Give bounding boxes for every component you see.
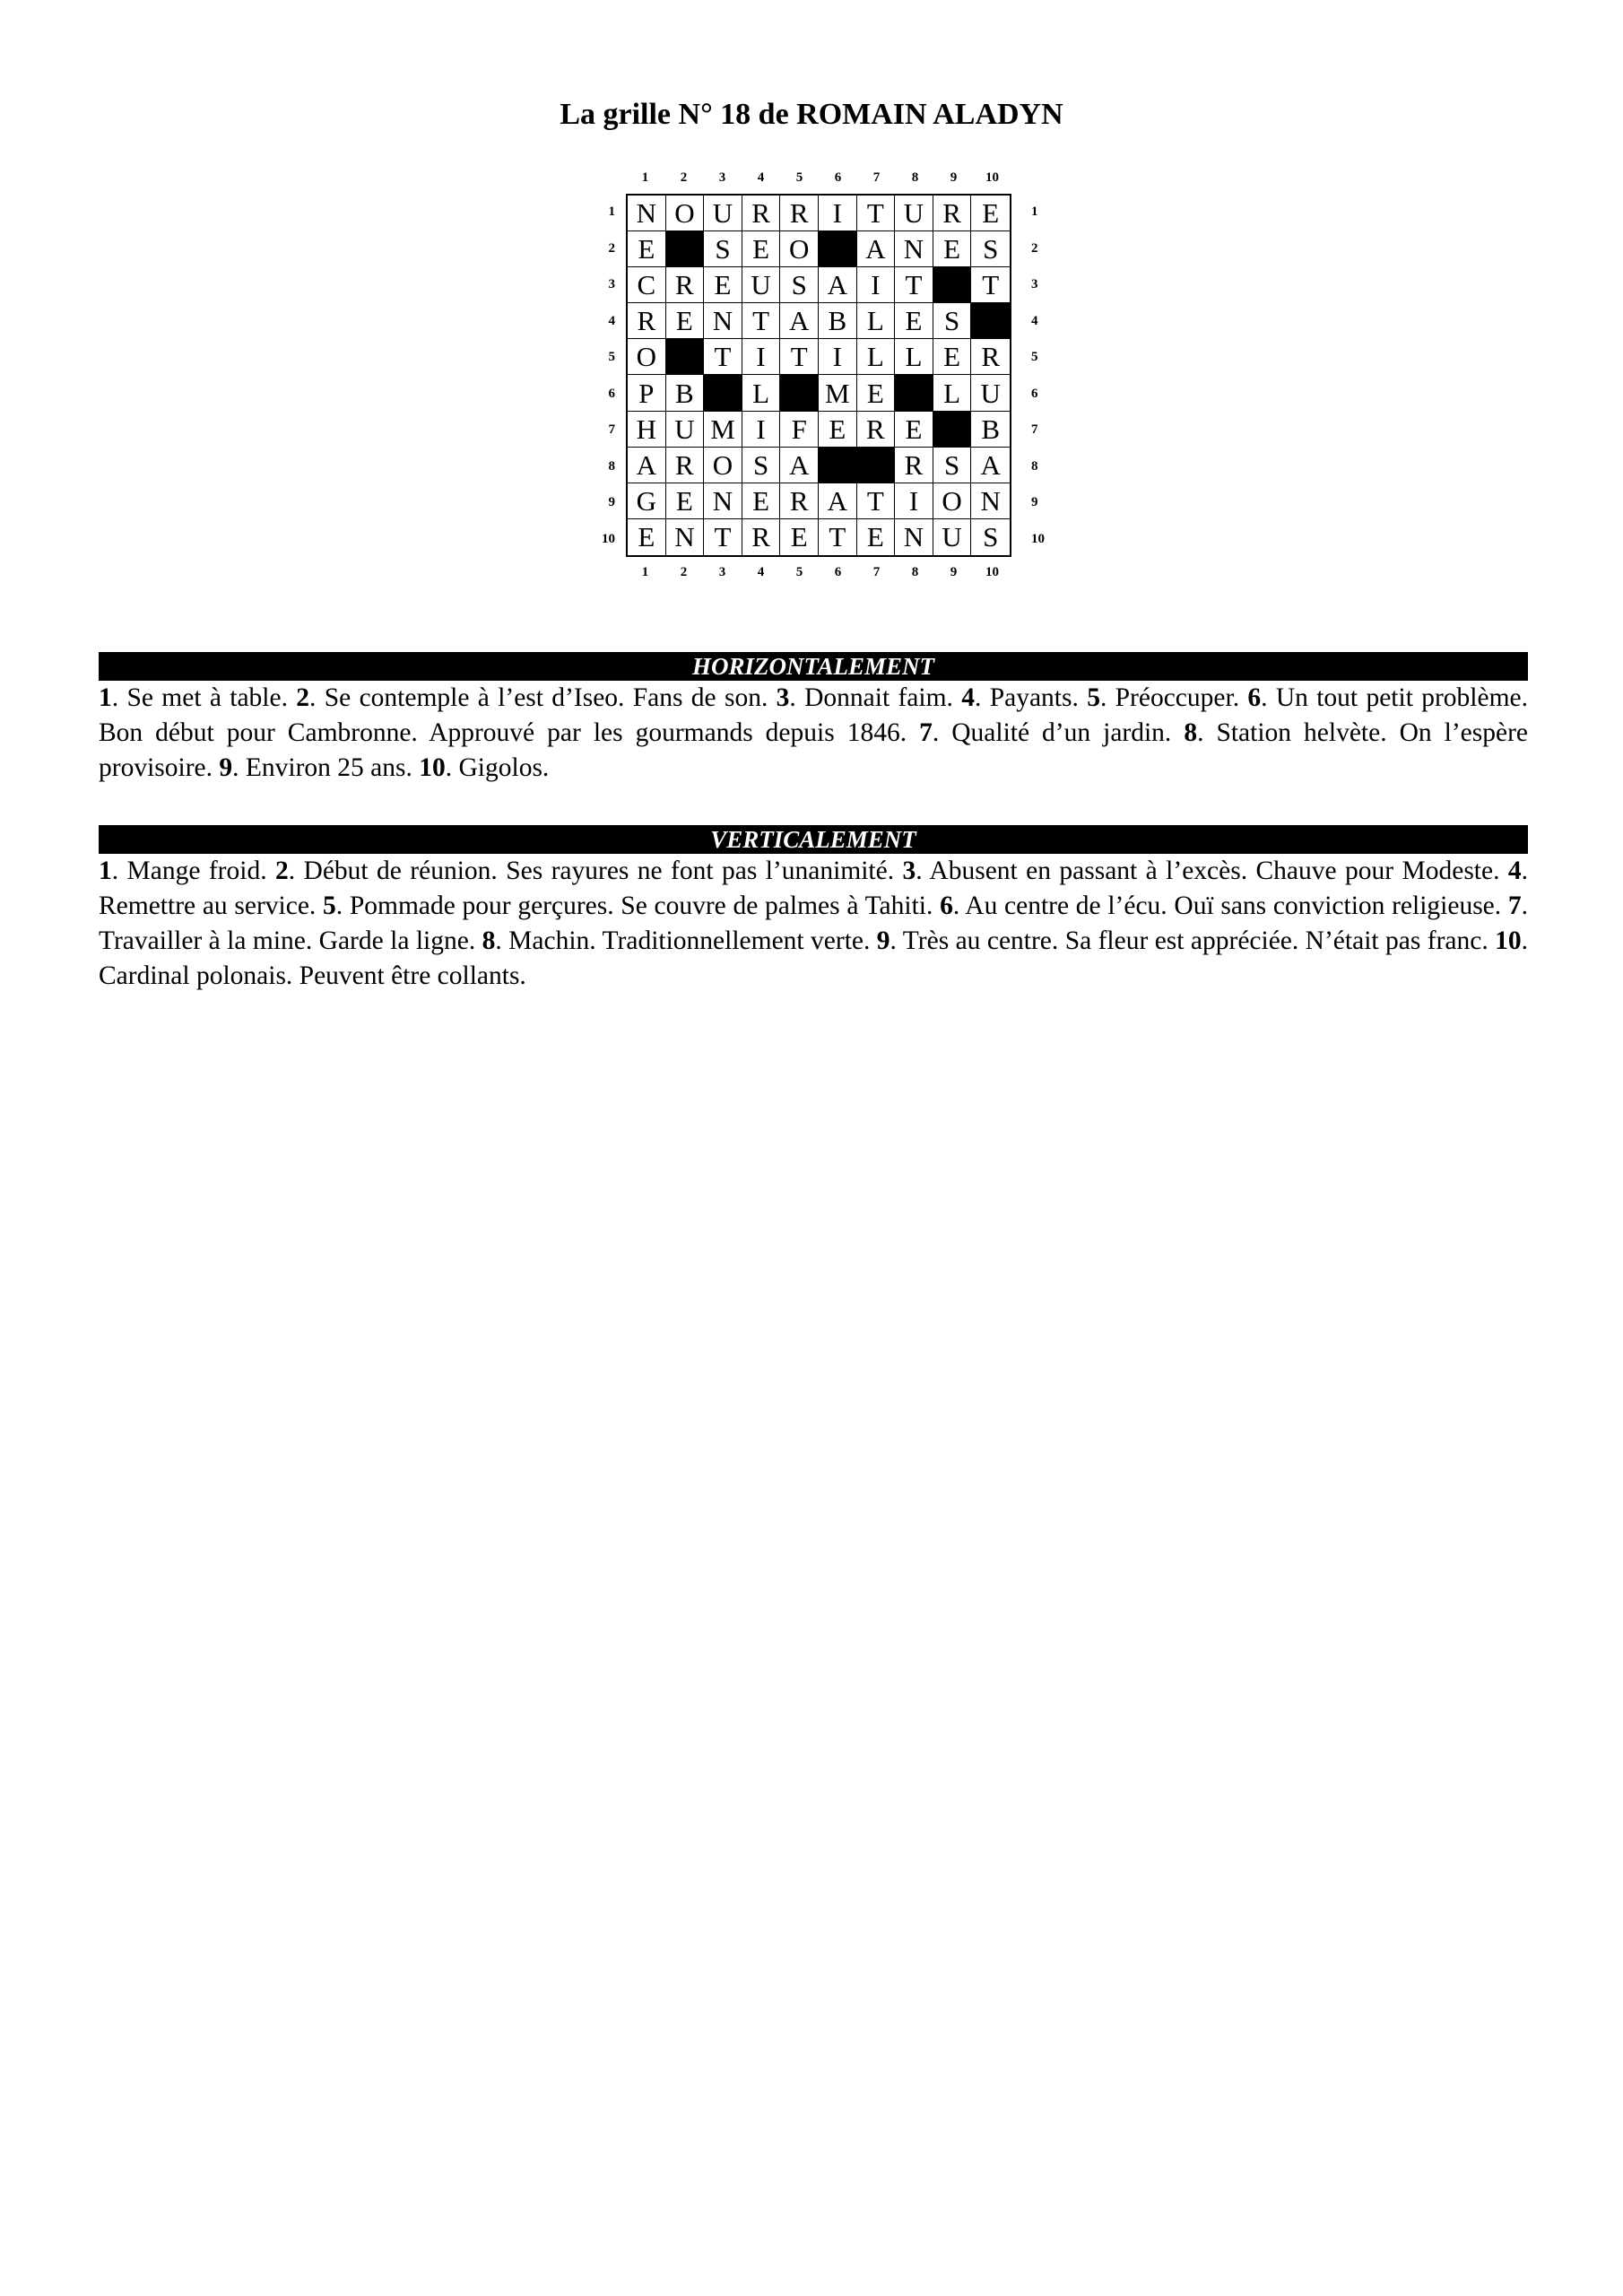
row-number: 1 bbox=[608, 204, 615, 219]
column-number: 7 bbox=[872, 565, 881, 579]
row-number: 6 bbox=[1031, 386, 1038, 401]
letter-cell: A bbox=[628, 448, 666, 483]
row-number: 1 bbox=[1031, 204, 1038, 219]
column-number: 5 bbox=[795, 565, 803, 579]
clue-number: 2 bbox=[275, 857, 289, 885]
clue-text: . Donnait faim. bbox=[789, 683, 962, 712]
vertical-header: VERTICALEMENT bbox=[99, 825, 1528, 854]
clue-text: . Pommade pour gerçures. Se couvre de palmes à Tahiti. bbox=[335, 891, 941, 920]
clue-text: . Station helvète. On l’espère provisoire. bbox=[99, 718, 1529, 782]
clue-text: . Travailler à la mine. Garde la ligne. bbox=[99, 891, 1528, 955]
clue-text: . Se met à table. bbox=[111, 683, 297, 712]
letter-cell: G bbox=[628, 483, 666, 519]
column-number: 8 bbox=[911, 565, 919, 579]
column-number: 2 bbox=[680, 565, 688, 579]
clue-number: 3 bbox=[776, 683, 790, 712]
clue-text: . Environ 25 ans. bbox=[232, 753, 420, 782]
clue-text: . Mange froid. bbox=[111, 857, 275, 885]
row-number: 9 bbox=[608, 495, 615, 509]
letter-cell: I bbox=[895, 483, 933, 519]
clue-text: . Remettre au service. bbox=[99, 857, 1528, 920]
letter-cell: S bbox=[971, 519, 1010, 555]
letter-cell: H bbox=[628, 412, 666, 448]
letter-cell: N bbox=[971, 483, 1010, 519]
horizontal-header: HORIZONTALEMENT bbox=[99, 652, 1528, 681]
letter-cell: U bbox=[971, 375, 1010, 411]
clue-number: 5 bbox=[323, 891, 336, 920]
letter-cell: T bbox=[857, 483, 896, 519]
letter-cell: A bbox=[819, 483, 857, 519]
letter-cell: C bbox=[628, 267, 666, 303]
letter-cell: R bbox=[780, 483, 819, 519]
clue-text: . Gigolos. bbox=[445, 753, 550, 782]
row-numbers-right bbox=[1020, 194, 1056, 557]
clue-number: 3 bbox=[902, 857, 916, 885]
row-number: 10 bbox=[1031, 531, 1045, 546]
letter-cell: E bbox=[628, 519, 666, 555]
clue-number: 5 bbox=[1087, 683, 1100, 712]
clue-text: . Préoccuper. bbox=[1099, 683, 1248, 712]
row-number: 2 bbox=[1031, 240, 1038, 256]
letter-cell: L bbox=[857, 303, 896, 339]
black-cell bbox=[971, 303, 1010, 339]
letter-cell: S bbox=[704, 231, 742, 267]
letter-cell: N bbox=[895, 231, 933, 267]
letter-cell: O bbox=[780, 231, 819, 267]
letter-cell: O bbox=[933, 483, 972, 519]
letter-cell: O bbox=[704, 448, 742, 483]
column-number: 1 bbox=[641, 170, 649, 185]
letter-cell: R bbox=[666, 267, 705, 303]
column-number: 8 bbox=[911, 170, 919, 185]
letter-cell: E bbox=[895, 303, 933, 339]
row-number: 10 bbox=[602, 531, 615, 546]
letter-cell: U bbox=[666, 412, 705, 448]
letter-cell: N bbox=[704, 303, 742, 339]
letter-cell: A bbox=[780, 303, 819, 339]
crossword-area bbox=[590, 167, 1056, 583]
letter-cell: E bbox=[704, 267, 742, 303]
column-number: 3 bbox=[718, 170, 726, 185]
letter-cell: L bbox=[895, 339, 933, 375]
letter-cell: A bbox=[780, 448, 819, 483]
clue-text: . Au centre de l’écu. Ouï sans conviction religieuse. bbox=[952, 891, 1508, 920]
letter-cell: S bbox=[933, 303, 972, 339]
letter-cell: T bbox=[780, 339, 819, 375]
clue-text: . Se contemple à l’est d’Iseo. Fans de son. bbox=[309, 683, 777, 712]
clue-text: . Qualité d’un jardin. bbox=[932, 718, 1185, 747]
clue-number: 1 bbox=[99, 683, 112, 712]
black-cell bbox=[819, 448, 857, 483]
clue-text: . Très au centre. Sa fleur est appréciée. N’était pas franc. bbox=[890, 926, 1496, 955]
letter-cell: L bbox=[933, 375, 972, 411]
clue-number: 10 bbox=[1495, 926, 1522, 955]
letter-cell: E bbox=[780, 519, 819, 555]
letter-cell: T bbox=[857, 196, 896, 231]
letter-cell: R bbox=[933, 196, 972, 231]
black-cell bbox=[895, 375, 933, 411]
letter-cell: F bbox=[780, 412, 819, 448]
black-cell bbox=[666, 339, 705, 375]
letter-cell: R bbox=[780, 196, 819, 231]
black-cell bbox=[933, 412, 972, 448]
row-number: 4 bbox=[1031, 313, 1038, 328]
letter-cell: A bbox=[857, 231, 896, 267]
letter-cell: R bbox=[742, 519, 781, 555]
letter-cell: E bbox=[819, 412, 857, 448]
letter-cell: O bbox=[666, 196, 705, 231]
row-number: 9 bbox=[1031, 495, 1038, 509]
row-number: 3 bbox=[608, 277, 615, 291]
black-cell bbox=[780, 375, 819, 411]
black-cell bbox=[666, 231, 705, 267]
clue-number: 9 bbox=[219, 753, 233, 782]
letter-cell: T bbox=[704, 339, 742, 375]
letter-cell: E bbox=[742, 231, 781, 267]
column-number: 10 bbox=[985, 565, 999, 579]
crossword-grid bbox=[626, 194, 1011, 557]
letter-cell: M bbox=[704, 412, 742, 448]
letter-cell: P bbox=[628, 375, 666, 411]
black-cell bbox=[933, 267, 972, 303]
letter-cell: I bbox=[857, 267, 896, 303]
letter-cell: T bbox=[895, 267, 933, 303]
letter-cell: O bbox=[628, 339, 666, 375]
clue-number: 10 bbox=[419, 753, 446, 782]
letter-cell: N bbox=[666, 519, 705, 555]
letter-cell: U bbox=[933, 519, 972, 555]
letter-cell: E bbox=[857, 519, 896, 555]
row-number: 2 bbox=[608, 240, 615, 256]
row-number: 8 bbox=[1031, 458, 1038, 474]
letter-cell: R bbox=[895, 448, 933, 483]
letter-cell: T bbox=[971, 267, 1010, 303]
letter-cell: A bbox=[971, 448, 1010, 483]
black-cell bbox=[704, 375, 742, 411]
clue-number: 7 bbox=[1507, 891, 1522, 920]
row-number: 3 bbox=[1031, 277, 1038, 291]
column-number: 2 bbox=[680, 170, 688, 185]
letter-cell: S bbox=[780, 267, 819, 303]
column-number: 3 bbox=[718, 565, 726, 579]
row-number: 4 bbox=[608, 313, 615, 328]
letter-cell: U bbox=[742, 267, 781, 303]
clue-text: . Abusent en passant à l’excès. Chauve pour Modeste. bbox=[916, 857, 1508, 885]
letter-cell: R bbox=[666, 448, 705, 483]
letter-cell: E bbox=[628, 231, 666, 267]
letter-cell: I bbox=[742, 412, 781, 448]
letter-cell: S bbox=[933, 448, 972, 483]
page-title: La grille N° 18 de ROMAIN ALADYN bbox=[560, 98, 1063, 131]
letter-cell: T bbox=[704, 519, 742, 555]
clue-text: . Un tout petit problème. Bon début pour Cambronne. Approuvé par les gourmands depuis 1846. bbox=[99, 683, 1528, 747]
letter-cell: E bbox=[895, 412, 933, 448]
letter-cell: T bbox=[742, 303, 781, 339]
horizontal-clues bbox=[99, 681, 1528, 786]
letter-cell: B bbox=[666, 375, 705, 411]
clue-number: 8 bbox=[1184, 718, 1198, 747]
letter-cell: A bbox=[819, 267, 857, 303]
letter-cell: S bbox=[742, 448, 781, 483]
letter-cell: I bbox=[819, 196, 857, 231]
column-number: 6 bbox=[834, 565, 842, 579]
letter-cell: L bbox=[857, 339, 896, 375]
column-number: 4 bbox=[757, 565, 765, 579]
column-number: 5 bbox=[795, 170, 803, 185]
letter-cell: R bbox=[971, 339, 1010, 375]
column-number: 1 bbox=[641, 565, 649, 579]
black-cell bbox=[819, 231, 857, 267]
clue-number: 7 bbox=[919, 718, 933, 747]
letter-cell: E bbox=[933, 339, 972, 375]
clue-number: 1 bbox=[99, 857, 112, 885]
column-number: 4 bbox=[757, 170, 765, 185]
letter-cell: N bbox=[704, 483, 742, 519]
clue-text: . Payants. bbox=[975, 683, 1088, 712]
clue-number: 2 bbox=[296, 683, 310, 712]
row-number: 7 bbox=[608, 422, 615, 437]
column-number: 6 bbox=[834, 170, 842, 185]
clue-number: 9 bbox=[876, 926, 890, 955]
vertical-clues bbox=[99, 854, 1528, 994]
clue-number: 8 bbox=[482, 926, 496, 955]
column-number: 9 bbox=[950, 565, 958, 579]
letter-cell: M bbox=[819, 375, 857, 411]
letter-cell: R bbox=[742, 196, 781, 231]
letter-cell: E bbox=[857, 375, 896, 411]
letter-cell: E bbox=[971, 196, 1010, 231]
letter-cell: N bbox=[895, 519, 933, 555]
letter-cell: U bbox=[895, 196, 933, 231]
black-cell bbox=[857, 448, 896, 483]
column-number: 7 bbox=[872, 170, 881, 185]
row-number: 5 bbox=[1031, 350, 1038, 364]
letter-cell: E bbox=[742, 483, 781, 519]
row-number: 8 bbox=[608, 458, 615, 474]
letter-cell: E bbox=[933, 231, 972, 267]
clue-text: . Cardinal polonais. Peuvent être collants. bbox=[99, 926, 1528, 990]
letter-cell: B bbox=[971, 412, 1010, 448]
clue-number: 4 bbox=[961, 683, 975, 712]
letter-cell: E bbox=[666, 303, 705, 339]
letter-cell: S bbox=[971, 231, 1010, 267]
letter-cell: T bbox=[819, 519, 857, 555]
letter-cell: B bbox=[819, 303, 857, 339]
letter-cell: L bbox=[742, 375, 781, 411]
row-number: 6 bbox=[608, 386, 615, 401]
letter-cell: R bbox=[857, 412, 896, 448]
letter-cell: I bbox=[819, 339, 857, 375]
row-number: 5 bbox=[608, 350, 615, 364]
letter-cell: I bbox=[742, 339, 781, 375]
clue-text: . Début de réunion. Ses rayures ne font pas l’unanimité. bbox=[288, 857, 903, 885]
row-numbers-left bbox=[590, 194, 626, 557]
letter-cell: N bbox=[628, 196, 666, 231]
column-number: 9 bbox=[950, 170, 958, 185]
letter-cell: U bbox=[704, 196, 742, 231]
clue-text: . Machin. Traditionnellement verte. bbox=[495, 926, 877, 955]
clue-number: 6 bbox=[1247, 683, 1262, 712]
letter-cell: E bbox=[666, 483, 705, 519]
clue-number: 6 bbox=[940, 891, 953, 920]
letter-cell: R bbox=[628, 303, 666, 339]
row-number: 7 bbox=[1031, 422, 1038, 437]
column-number: 10 bbox=[985, 170, 999, 185]
clue-number: 4 bbox=[1507, 857, 1522, 885]
